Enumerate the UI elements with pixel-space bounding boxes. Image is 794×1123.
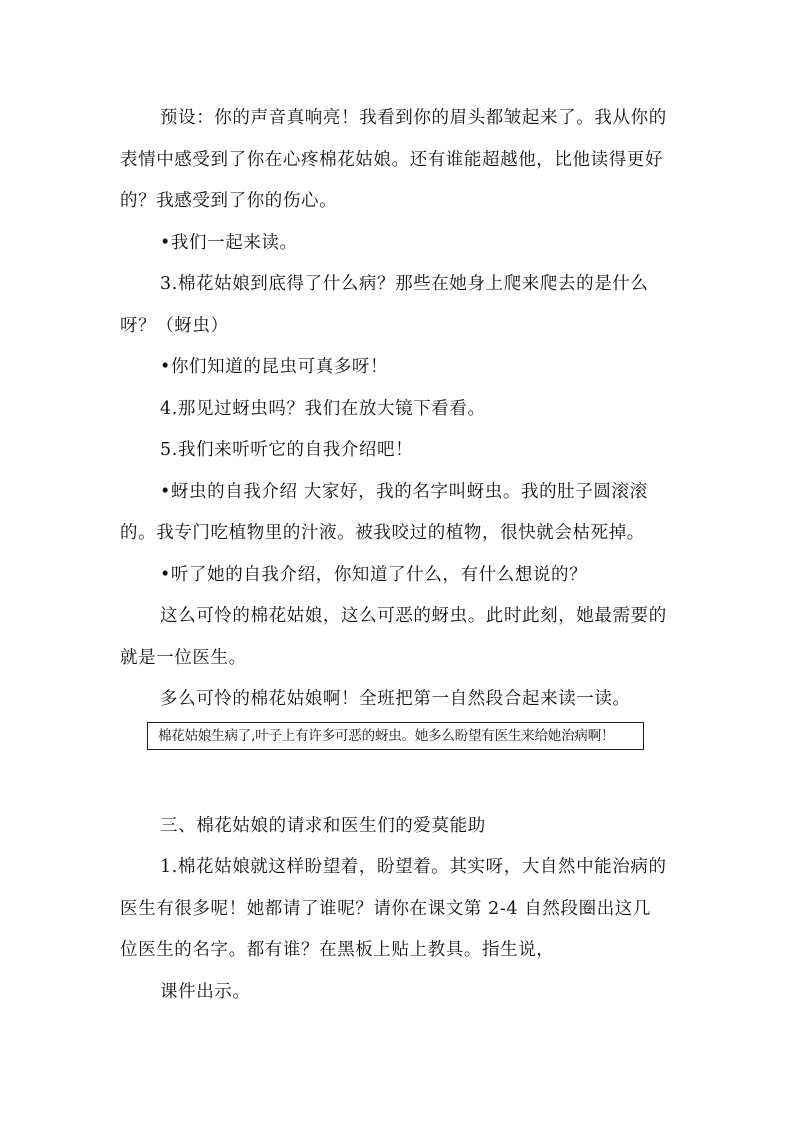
paragraph-line: 5.我们来听听它的自我介绍吧！ bbox=[160, 440, 414, 460]
paragraph-line: 课件出示。 bbox=[160, 982, 251, 1002]
paragraph-line: 预设：你的声音真响亮！我看到你的眉头都皱起来了。我从你的 bbox=[160, 108, 667, 128]
paragraph-line: 的？我感受到了你的伤心。 bbox=[120, 191, 338, 211]
paragraph-line: 多么可怜的棉花姑娘啊！全班把第一自然段合起来读一读。 bbox=[160, 689, 631, 709]
paragraph-line: 表情中感受到了你在心疼棉花姑娘。还有谁能超越他，比他读得更好 bbox=[120, 150, 663, 170]
paragraph-line: •蚜虫的自我介绍 大家好，我的名字叫蚜虫。我的肚子圆滚滚 bbox=[160, 482, 648, 502]
paragraph-line: 4.那见过蚜虫吗？我们在放大镜下看看。 bbox=[160, 399, 486, 419]
paragraph-line: 医生有很多呢！她都请了谁呢？请你在课文第 2-4 自然段圈出这几 bbox=[120, 899, 652, 919]
paragraph-line: 呀？（蚜虫） bbox=[120, 316, 229, 336]
paragraph-line: •你们知道的昆虫可真多呀！ bbox=[160, 357, 389, 377]
paragraph-line: •听了她的自我介绍，你知道了什么，有什么想说的？ bbox=[160, 565, 588, 585]
quoted-text-box bbox=[147, 722, 644, 750]
paragraph-line: 这么可怜的棉花姑娘，这么可恶的蚜虫。此时此刻，她最需要的 bbox=[160, 606, 667, 626]
paragraph-line: •我们一起来读。 bbox=[160, 233, 298, 253]
paragraph-line: 位医生的名字。都有谁？在黑板上贴上教具。指生说， bbox=[120, 940, 555, 960]
quoted-text: 棉花姑娘生病了,叶子上有许多可恶的蚜虫。她多么盼望有医生来给她治病啊！ bbox=[158, 728, 615, 744]
paragraph-line: 的。我专门吃植物里的汁液。被我咬过的植物，很快就会枯死掉。 bbox=[120, 523, 645, 543]
paragraph-line: 1.棉花姑娘就这样盼望着，盼望着。其实呀，大自然中能治病的 bbox=[160, 857, 667, 877]
section-heading: 三、棉花姑娘的请求和医生们的爱莫能助 bbox=[160, 816, 486, 836]
paragraph-line: 就是一位医生。 bbox=[120, 648, 247, 668]
paragraph-line: 3.棉花姑娘到底得了什么病？那些在她身上爬来爬去的是什么 bbox=[160, 274, 649, 294]
